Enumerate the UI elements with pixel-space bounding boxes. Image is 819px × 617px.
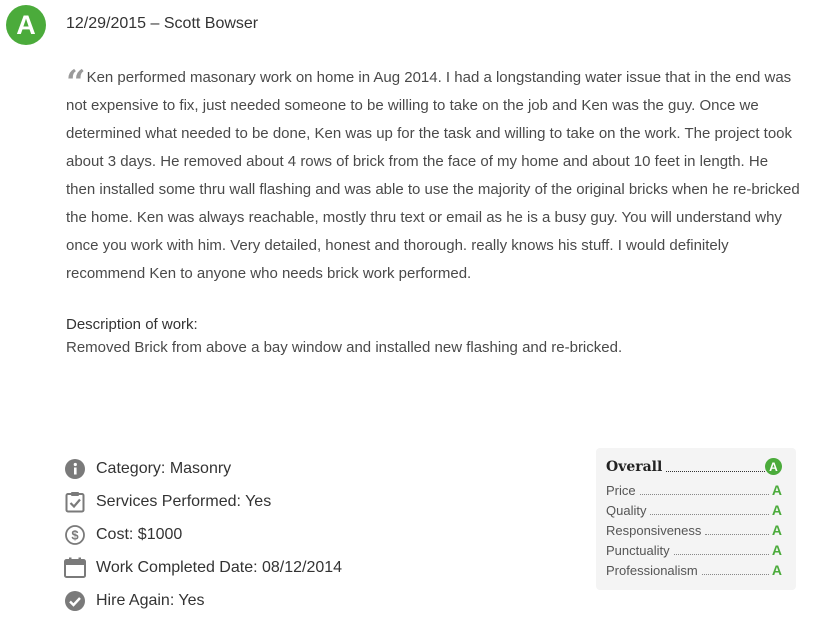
dot-leader — [640, 494, 769, 495]
fact-work-completed — [64, 551, 342, 584]
svg-text:$: $ — [71, 527, 79, 542]
grade-value: A — [771, 522, 782, 538]
grade-value: A — [771, 542, 782, 558]
grades-panel — [596, 448, 796, 590]
grade-row-overall — [606, 458, 782, 475]
fact-category-text: Category: Masonry — [96, 459, 232, 477]
grade-label: Responsiveness — [606, 523, 702, 538]
grade-label-overall: Overall — [606, 459, 663, 475]
fact-cost-text: Cost: $1000 — [96, 525, 183, 543]
dot-leader — [666, 471, 765, 472]
clipboard-check-icon — [64, 491, 86, 513]
grade-label: Professionalism — [606, 563, 698, 578]
grade-value: A — [771, 502, 782, 518]
grade-label: Quality — [606, 503, 647, 518]
calendar-icon — [64, 557, 86, 579]
grade-value: A — [771, 562, 782, 578]
grade-label: Punctuality — [606, 543, 670, 558]
fact-services-performed — [64, 485, 342, 518]
quote-icon: “ — [66, 63, 83, 103]
dot-leader — [674, 554, 769, 555]
grade-label: Price — [606, 483, 636, 498]
fact-services-text: Services Performed: Yes — [96, 492, 272, 510]
fact-category — [64, 452, 342, 485]
grade-row-punctuality — [606, 542, 782, 558]
overall-grade-badge: A — [765, 458, 782, 475]
review-body — [66, 64, 801, 288]
fact-hire-again — [64, 584, 342, 617]
review-facts — [64, 452, 342, 617]
fact-hire-again-text: Hire Again: Yes — [96, 591, 205, 609]
review-text: Ken performed masonary work on home in Aug 2014. I had a longstanding water issue that in the end was not expensive to fix, just needed someone to be willing to take on the job and Ken was the guy. Once we determined what needed to be done, Ken was up for the task and willing to take on the work. The project took about 3 days. He removed about 4 rows of brick from the face of my home and about 10 feet in length. He then installed some thru wall flashing and was able to use the majority of the original bricks when he re-bricked the home. Ken was always reachable, mostly thru text or email as he is a busy guy. You will understand why once you work with him. Very detailed, honest and thorough. really knows his stuff. I would definitely recommend Ken to anyone who needs brick work performed. — [66, 69, 800, 282]
description-title: Description of work: — [66, 316, 198, 333]
grade-value: A — [771, 482, 782, 498]
dollar-icon — [64, 524, 86, 546]
dot-leader — [705, 534, 768, 535]
dot-leader — [702, 574, 769, 575]
info-icon — [64, 458, 86, 480]
dot-leader — [650, 514, 768, 515]
fact-cost — [64, 518, 342, 551]
grade-row-quality — [606, 502, 782, 518]
description-text: Removed Brick from above a bay window and installed new flashing and re-bricked. — [66, 339, 623, 356]
check-circle-icon — [64, 590, 86, 612]
review-grade-badge: A — [6, 5, 46, 45]
review-date-author: 12/29/2015 – Scott Bowser — [66, 15, 259, 32]
grade-row-professionalism — [606, 562, 782, 578]
grade-row-price — [606, 482, 782, 498]
grade-row-responsiveness — [606, 522, 782, 538]
fact-work-completed-text: Work Completed Date: 08/12/2014 — [96, 558, 343, 576]
